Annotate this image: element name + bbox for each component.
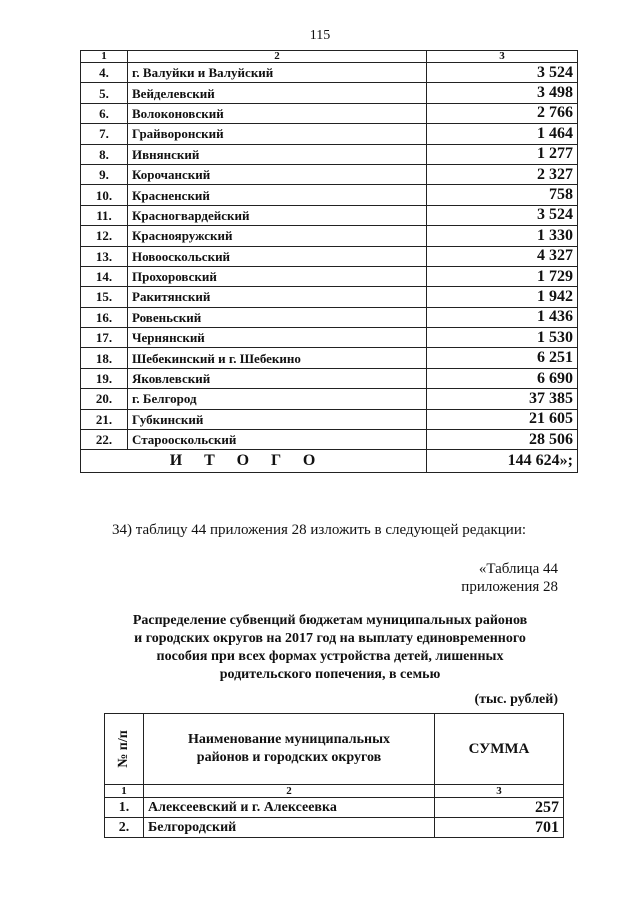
table-row <box>81 328 578 348</box>
amount-cell: 758 <box>427 185 578 205</box>
district-name-cell: Красненский <box>128 185 427 205</box>
amount-cell: 3 524 <box>427 205 578 225</box>
header-name-line: районов и городских округов <box>196 750 382 765</box>
amount-cell: 6 251 <box>427 348 578 368</box>
amount-cell: 1 729 <box>427 266 578 286</box>
amount-cell: 3 524 <box>427 63 578 83</box>
column-number-cell: 3 <box>435 785 564 798</box>
row-number-cell: 15. <box>81 287 128 307</box>
total-label: ИТОГО <box>81 450 427 473</box>
table-row <box>81 226 578 246</box>
heading-line: пособия при всех формах устройства детей, лишенных <box>156 649 504 664</box>
row-number-cell: 21. <box>81 409 128 429</box>
amount-cell: 2 327 <box>427 164 578 184</box>
document-heading <box>80 612 580 684</box>
table-row <box>105 798 564 818</box>
row-number-cell: 8. <box>81 144 128 164</box>
table-row <box>81 409 578 429</box>
row-number-cell: 12. <box>81 226 128 246</box>
units-label: (тыс. рублей) <box>474 692 558 707</box>
district-name-cell: Ровеньский <box>128 307 427 327</box>
district-name-cell: Грайворонский <box>128 124 427 144</box>
district-name-cell: Красногвардейский <box>128 205 427 225</box>
header-name-line: Наименование муниципальных <box>187 732 391 747</box>
column-number-cell: 2 <box>128 51 427 63</box>
table-row <box>81 389 578 409</box>
row-number-cell: 9. <box>81 164 128 184</box>
row-number-cell: 5. <box>81 83 128 103</box>
district-name-cell: Ивнянский <box>128 144 427 164</box>
column-number-row <box>105 785 564 798</box>
header-number-label: № п/п <box>116 730 131 768</box>
column-number-cell: 3 <box>427 51 578 63</box>
subvention-table <box>104 713 564 838</box>
table-row <box>81 124 578 144</box>
district-name-cell: Прохоровский <box>128 266 427 286</box>
amount-cell: 257 <box>435 798 564 818</box>
total-row <box>81 450 578 473</box>
row-number-cell: 13. <box>81 246 128 266</box>
total-amount: 144 624»; <box>427 450 578 473</box>
district-name-cell: Губкинский <box>128 409 427 429</box>
district-name-cell: Чернянский <box>128 328 427 348</box>
table-row <box>81 164 578 184</box>
amount-cell: 21 605 <box>427 409 578 429</box>
row-number-cell: 6. <box>81 103 128 123</box>
district-name-cell: Корочанский <box>128 164 427 184</box>
table-row <box>81 307 578 327</box>
table-row <box>81 368 578 388</box>
row-number-cell: 11. <box>81 205 128 225</box>
row-number-cell: 16. <box>81 307 128 327</box>
district-name-cell: Новооскольский <box>128 246 427 266</box>
district-name-cell: г. Валуйки и Валуйский <box>128 63 427 83</box>
table-row <box>81 266 578 286</box>
amount-cell: 28 506 <box>427 430 578 450</box>
row-number-cell: 14. <box>81 266 128 286</box>
row-number-cell: 1. <box>105 798 144 818</box>
table-caption <box>461 560 558 596</box>
district-name-cell: Ракитянский <box>128 287 427 307</box>
column-number-cell: 2 <box>144 785 435 798</box>
row-number-cell: 10. <box>81 185 128 205</box>
amount-cell: 3 498 <box>427 83 578 103</box>
table-row <box>81 287 578 307</box>
table-caption-line: приложения 28 <box>461 579 558 595</box>
table-row <box>81 246 578 266</box>
row-number-cell: 20. <box>81 389 128 409</box>
amount-cell: 4 327 <box>427 246 578 266</box>
amount-cell: 2 766 <box>427 103 578 123</box>
row-number-cell: 7. <box>81 124 128 144</box>
header-cell-name <box>144 714 435 785</box>
table-header-row <box>105 714 564 785</box>
table-row <box>81 185 578 205</box>
column-number-cell: 1 <box>105 785 144 798</box>
column-number-cell: 1 <box>81 51 128 63</box>
row-number-cell: 17. <box>81 328 128 348</box>
heading-line: родительского попечения, в семью <box>219 667 441 682</box>
amount-cell: 1 942 <box>427 287 578 307</box>
row-number-cell: 2. <box>105 818 144 838</box>
table-row <box>81 205 578 225</box>
row-number-cell: 22. <box>81 430 128 450</box>
district-name-cell: Белгородский <box>144 818 435 838</box>
amount-cell: 37 385 <box>427 389 578 409</box>
distribution-table-continued <box>80 50 578 473</box>
table-row <box>81 103 578 123</box>
heading-line: и городских округов на 2017 год на выплату единовременного <box>134 631 526 646</box>
table-row <box>81 63 578 83</box>
column-number-row <box>81 51 578 63</box>
row-number-cell: 19. <box>81 368 128 388</box>
amount-cell: 1 530 <box>427 328 578 348</box>
district-name-cell: Яковлевский <box>128 368 427 388</box>
table-row <box>81 144 578 164</box>
amount-cell: 1 330 <box>427 226 578 246</box>
district-name-cell: Алексеевский и г. Алексеевка <box>144 798 435 818</box>
row-number-cell: 4. <box>81 63 128 83</box>
district-name-cell: Шебекинский и г. Шебекино <box>128 348 427 368</box>
row-number-cell: 18. <box>81 348 128 368</box>
table-row <box>81 430 578 450</box>
amount-cell: 1 277 <box>427 144 578 164</box>
district-name-cell: г. Белгород <box>128 389 427 409</box>
heading-line: Распределение субвенций бюджетам муниципальных районов <box>132 613 528 628</box>
table-caption-line: «Таблица 44 <box>478 561 558 577</box>
table-row <box>81 83 578 103</box>
table-row <box>105 818 564 838</box>
header-cell-sum: СУММА <box>435 714 564 785</box>
district-name-cell: Волоконовский <box>128 103 427 123</box>
amendment-paragraph: 34) таблицу 44 приложения 28 изложить в следующей редакции: <box>112 522 527 538</box>
amount-cell: 1 464 <box>427 124 578 144</box>
header-cell-number <box>105 714 144 785</box>
amount-cell: 6 690 <box>427 368 578 388</box>
table-row <box>81 348 578 368</box>
amount-cell: 701 <box>435 818 564 838</box>
page-number: 115 <box>309 28 331 43</box>
district-name-cell: Вейделевский <box>128 83 427 103</box>
amount-cell: 1 436 <box>427 307 578 327</box>
district-name-cell: Старооскольский <box>128 430 427 450</box>
district-name-cell: Краснояружский <box>128 226 427 246</box>
